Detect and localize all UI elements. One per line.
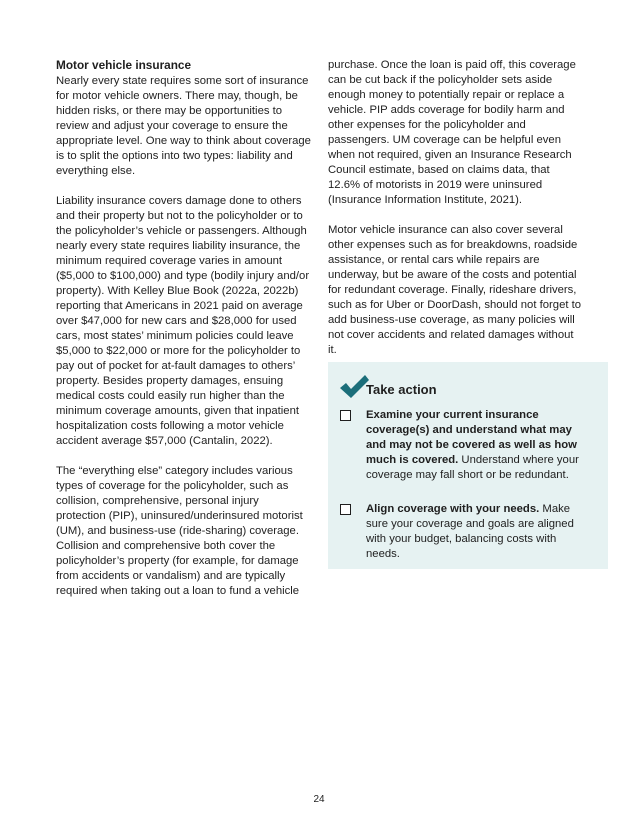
callout-title: Take action: [366, 382, 437, 397]
action-item-text: [366, 408, 592, 483]
right-column: [328, 58, 582, 373]
section-heading: Motor vehicle insurance: [56, 58, 192, 72]
paragraph-everything-else: The “everything else” category includes various types of coverage for the policyholder, such as collision, comprehensive, personal injury protection (PIP), uninsured/underinsured motorist (UM), and business-use (ride-sharing) coverage. Collision and comprehensive both cover the policyholder’s property (for example, for damage from accidents or vandalism) and are typically required when taking out a loan to fund a vehicle: [56, 465, 303, 597]
left-column: [56, 58, 311, 614]
paragraph-intro: Nearly every state requires some sort of insurance for motor vehicle owners. There may, though, be hidden risks, or there may be opportunities to review and adjust your coverage to ensure the appropriate level. One way to think about coverage is to split the options into two types: liability and everything else.: [56, 75, 311, 177]
action-item-bold: Examine your current insurance coverage(s) and understand what may and may not be covered as well as how much is covered.: [366, 409, 577, 466]
page-number: 24: [313, 794, 325, 805]
action-item-bold: Align coverage with your needs.: [366, 503, 540, 515]
take-action-callout: [328, 362, 608, 569]
action-item-rest: Understand where your coverage may fall short or be redundant.: [366, 454, 579, 481]
checkbox[interactable]: [340, 410, 351, 421]
paragraph-continuation: purchase. Once the loan is paid off, this coverage can be cut back if the policyholder sets aside enough money to potentially repair or replace a vehicle. PIP adds coverage for bodily harm and other expenses for the policyholder and passengers. UM coverage can be helpful even when not required, given an Insurance Research Council estimate, based on claims data, that 12.6% of motorists in 2019 were uninsured (Insurance Information Institute, 2021).: [328, 59, 576, 206]
action-item: [340, 408, 590, 483]
action-item: [340, 502, 590, 562]
action-item-rest: Make sure your coverage and goals are aligned with your budget, balancing costs with needs.: [366, 503, 574, 560]
paragraph-liability: Liability insurance covers damage done to others and their property but not to the policyholder or to the policyholder’s vehicle or passengers. Although nearly every state requires liability insurance, the minimum required coverage varies in amount ($5,000 to $100,000) and type (bodily injury and/or property). With Kelley Blue Book (2022a, 2022b) reporting that Americans in 2021 paid on average over $47,000 for new cars and $28,000 for used cars, most states’ minimum policies could leave $5,000 to $22,000 or more for the policyholder to pay out of pocket for at-fault damages to others’ property. Besides property damages, ensuing medical costs could easily run higher than the minimum coverage amounts, given that inpatient hospitalization costs following a motor vehicle accident average $57,000 (Cantalin, 2022).: [56, 195, 310, 447]
checkbox[interactable]: [340, 504, 351, 515]
paragraph-other-expenses: Motor vehicle insurance can also cover several other expenses such as for breakdowns, roadside assistance, or rental cars while repairs are underway, but be aware of the costs and potential for redundant coverage. Finally, rideshare drivers, such as for Uber or DoorDash, should not forget to add business-use coverage, as many policies will not cover accidents and related damages without it.: [328, 224, 582, 356]
action-item-text: [366, 502, 592, 562]
